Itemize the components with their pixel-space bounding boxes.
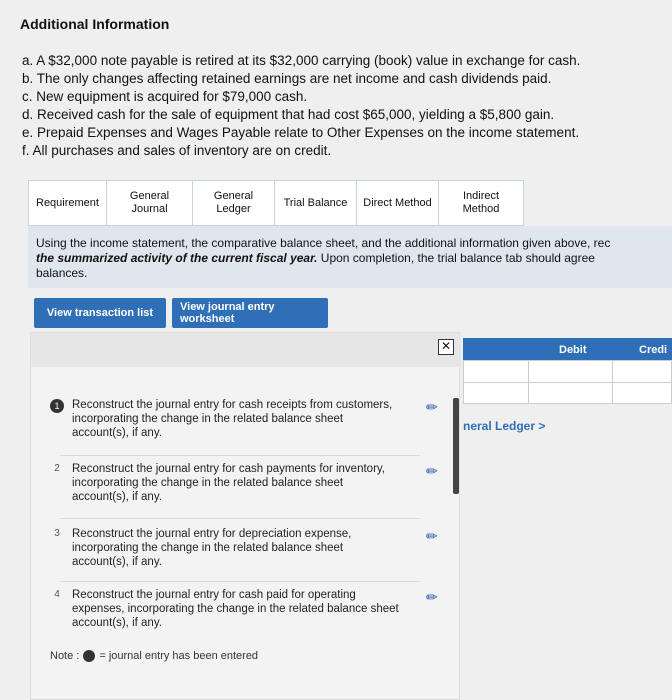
task-number-2: 2 xyxy=(54,463,60,474)
edit-pencil-icon[interactable]: ✏ xyxy=(426,589,438,605)
credit-column-header: Credi xyxy=(639,344,668,356)
info-title: Additional Information xyxy=(20,16,170,32)
entered-dot-icon xyxy=(83,650,95,662)
instructions-line-2-rest: Upon completion, the trial balance tab should agree xyxy=(317,251,595,265)
info-item-d: d. Received cash for the sale of equipment that had cost $65,000, yielding a $5,800 gain. xyxy=(22,107,555,122)
task-text-3: Reconstruct the journal entry for depreciation expense, incorporating the change in the related balance sheet account(s), if any. xyxy=(72,528,352,568)
note-text: = journal entry has been entered xyxy=(99,650,259,662)
ledger-header xyxy=(463,338,672,360)
tab-indirect-method[interactable]: Indirect Method xyxy=(462,190,500,215)
note-label: Note : xyxy=(50,650,80,662)
instructions xyxy=(28,226,672,288)
general-ledger-link[interactable]: neral Ledger > xyxy=(463,419,546,433)
panel-scrollbar[interactable] xyxy=(453,398,459,494)
instructions-line-1: Using the income statement, the comparative balance sheet, and the additional information given above, rec xyxy=(36,236,611,250)
tab-general-journal[interactable]: General Journal xyxy=(107,181,193,225)
grid-row-line xyxy=(464,382,671,383)
debit-column-header: Debit xyxy=(559,344,587,356)
grid-col-line xyxy=(528,361,529,403)
edit-pencil-icon[interactable]: ✏ xyxy=(426,528,438,544)
instructions-emphasis: the summarized activity of the current fiscal year. xyxy=(36,251,318,265)
tab-requirement[interactable]: Requirement xyxy=(29,181,107,225)
task-number-4: 4 xyxy=(54,589,60,600)
task-text-2: Reconstruct the journal entry for cash payments for inventory, incorporating the change in the related balance sheet account(s), if any. xyxy=(72,463,385,503)
task-divider xyxy=(60,581,420,582)
task-number-3: 3 xyxy=(54,528,60,539)
task-divider xyxy=(60,455,420,456)
tab-trial-balance[interactable]: Trial Balance xyxy=(275,181,357,225)
info-item-e: e. Prepaid Expenses and Wages Payable relate to Other Expenses on the income statement. xyxy=(22,125,580,140)
info-item-f: f. All purchases and sales of inventory are on credit. xyxy=(22,143,332,158)
grid-col-line xyxy=(612,361,613,403)
edit-pencil-icon[interactable]: ✏ xyxy=(426,463,438,479)
task-divider xyxy=(60,518,420,519)
view-journal-entry-worksheet-button[interactable]: View journal entry worksheet xyxy=(172,298,328,328)
transaction-list-panel xyxy=(30,332,460,700)
tab-bar xyxy=(28,180,524,226)
info-item-a: a. A $32,000 note payable is retired at its $32,000 carrying (book) value in exchange for cash. xyxy=(22,53,581,68)
close-icon[interactable]: ✕ xyxy=(438,339,454,355)
ledger-grid xyxy=(463,360,672,404)
view-transaction-list-button[interactable]: View transaction list xyxy=(34,298,166,328)
info-item-b: b. The only changes affecting retained earnings are net income and cash dividends paid. xyxy=(22,71,552,86)
tab-direct-method[interactable]: Direct Method xyxy=(357,181,439,225)
panel-header xyxy=(31,333,461,367)
task-text-1: Reconstruct the journal entry for cash receipts from customers, incorporating the change in the related balance sheet account(s), if any. xyxy=(72,399,393,439)
info-list xyxy=(22,52,580,160)
legend-note xyxy=(50,650,258,662)
instructions-line-2 xyxy=(36,251,672,266)
tab-general-ledger[interactable]: General Ledger xyxy=(193,181,275,225)
edit-pencil-icon[interactable]: ✏ xyxy=(426,399,438,415)
info-item-c: c. New equipment is acquired for $79,000 cash. xyxy=(22,89,308,104)
task-text-4: Reconstruct the journal entry for cash paid for operating expenses, incorporating the change in the related balance sheet account(s), if any. xyxy=(72,589,399,629)
task-number-1: 1 xyxy=(50,399,64,413)
instructions-line-3: balances. xyxy=(36,266,88,280)
